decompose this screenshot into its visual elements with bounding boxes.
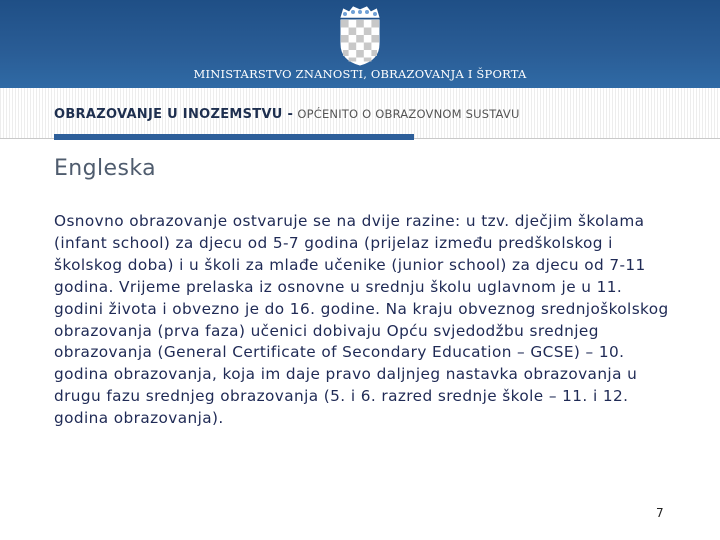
slide-heading: Engleska <box>54 156 156 181</box>
header-banner <box>0 0 720 88</box>
page-number: 7 <box>656 506 664 520</box>
title-underline-bar <box>54 134 414 140</box>
slide-body-text: Osnovno obrazovanje ostvaruje se na dvije razine: u tzv. dječjim školama (infant school) za djecu od 5-7 godina (prijelaz između predškolskog i školskog doba) i u školi za mlađe učenike (junior school) za djecu od 7-11 godina. Vrijeme prelaska iz osnovne u srednju školu uglavnom je u 11. godini života i obvezno je do 16. godine. Na kraju obveznog srednjoškolskog obrazovanja (prva faza) učenici dobivaju Opću svjedodžbu srednjeg obrazovanja (General Certificate of Secondary Education – GCSE) – 10. godina obrazovanja, koja im daje pravo daljnjeg nastavka obrazovanja u drugu fazu srednjeg obrazovanja (5. i 6. razred srednje škole – 11. i 12. godina obrazovanja). <box>54 212 669 428</box>
ministry-name: MINISTARSTVO ZNANOSTI, OBRAZOVANJA I ŠPORTA <box>193 67 527 81</box>
section-title <box>54 107 520 122</box>
section-title-sub: OPĆENITO O OBRAZOVNOM SUSTAVU <box>297 107 520 121</box>
croatian-coat-of-arms-icon <box>337 4 383 66</box>
section-title-main: OBRAZOVANJE U INOZEMSTVU - <box>54 107 294 122</box>
